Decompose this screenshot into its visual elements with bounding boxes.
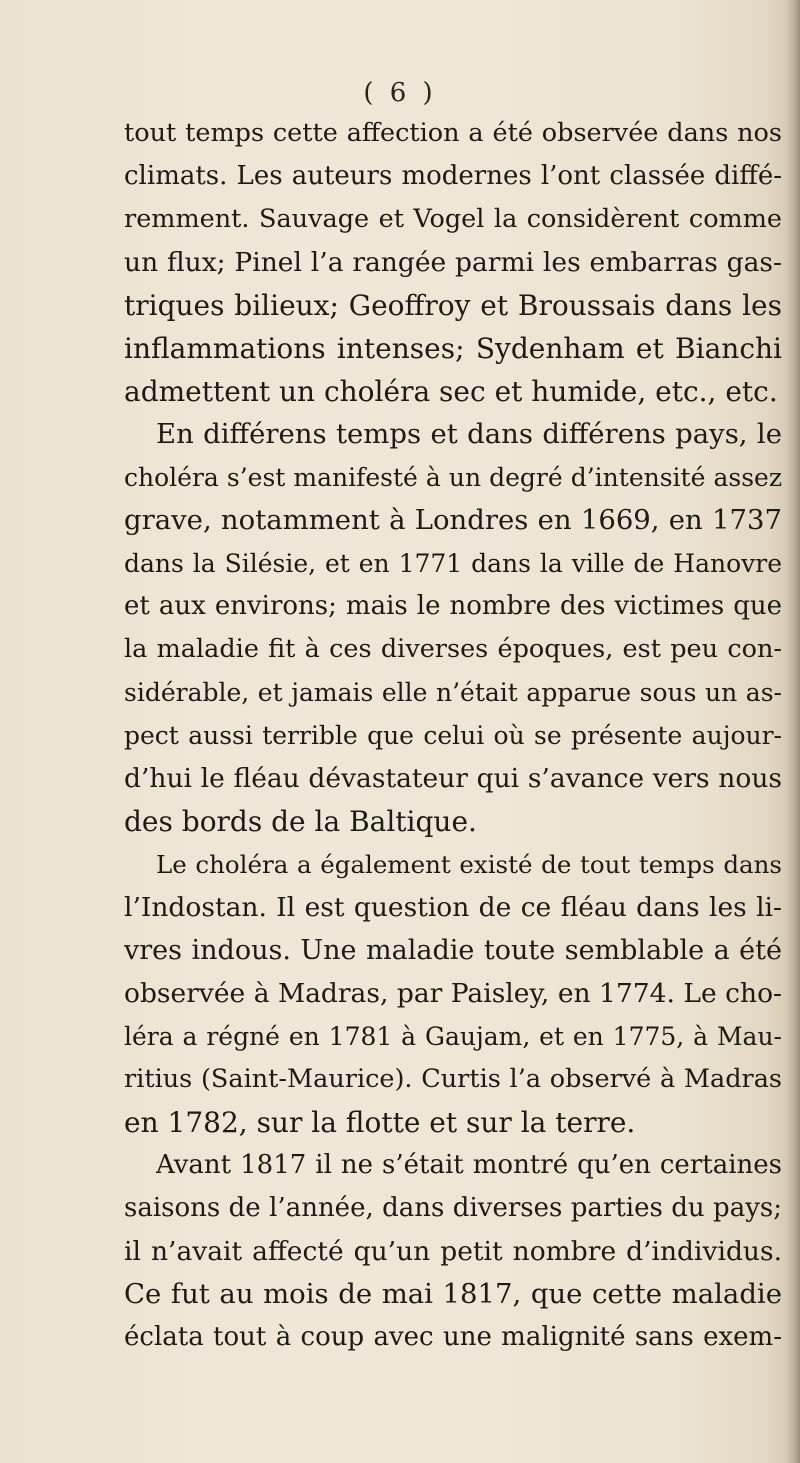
page-edge-shadow bbox=[786, 0, 800, 1463]
text-line: dans la Silésie, et en 1771 dans la ville de Hanovre bbox=[124, 549, 782, 578]
text-line: éclata tout à coup avec une malignité sans exem- bbox=[124, 1322, 782, 1352]
text-line: sidérable, et jamais elle n’était apparue sous un as- bbox=[124, 678, 782, 707]
text-line: Avant 1817 il ne s’était montré qu’en certaines bbox=[156, 1150, 782, 1180]
text-line: tout temps cette affection a été observée dans nos bbox=[124, 118, 782, 148]
text-line: observée à Madras, par Paisley, en 1774. Le cho- bbox=[124, 978, 782, 1009]
text-line: en 1782, sur la flotte et sur la terre. bbox=[124, 1106, 636, 1139]
text-line: et aux environs; mais le nombre des victimes que bbox=[124, 591, 782, 621]
text-line: remment. Sauvage et Vogel la considèrent comme bbox=[124, 204, 782, 234]
text-line: l’Indostan. Il est question de ce fléau dans les li- bbox=[124, 892, 782, 923]
text-line: pect aussi terrible que celui où se présente aujour- bbox=[124, 721, 782, 750]
text-line: Ce fut au mois de mai 1817, que cette maladie bbox=[124, 1278, 782, 1310]
text-line: grave, notamment à Londres en 1669, en 1737 bbox=[124, 504, 782, 536]
text-line: Le choléra a également existé de tout temps dans bbox=[156, 850, 782, 879]
text-line: des bords de la Baltique. bbox=[124, 805, 477, 838]
text-line: ritius (Saint-Maurice). Curtis l’a observé à Madras bbox=[124, 1064, 782, 1094]
text-line: un flux; Pinel l’a rangée parmi les embarras gas- bbox=[124, 247, 782, 278]
text-line: d’hui le fléau dévastateur qui s’avance vers nous bbox=[124, 763, 782, 794]
text-line: léra a régné en 1781 à Gaujam, et en 1775, à Mau- bbox=[124, 1022, 782, 1051]
text-line: choléra s’est manifesté à un degré d’intensité assez bbox=[124, 463, 782, 492]
text-line: saisons de l’année, dans diverses parties du pays; bbox=[124, 1193, 782, 1223]
text-line: vres indous. Une maladie toute semblable a été bbox=[124, 935, 782, 966]
text-line: triques bilieux; Geoffroy et Broussais dans les bbox=[124, 289, 782, 322]
text-line: il n’avait affecté qu’un petit nombre d’individus. bbox=[124, 1236, 782, 1267]
page-number: ( 6 ) bbox=[363, 78, 437, 108]
text-line: En différens temps et dans différens pays, le bbox=[156, 418, 782, 450]
body-text bbox=[124, 112, 782, 1359]
text-line: la maladie fit à ces diverses époques, est peu con- bbox=[124, 634, 782, 664]
text-line: admettent un choléra sec et humide, etc., etc. bbox=[124, 375, 778, 408]
text-line: inflammations intenses; Sydenham et Bianchi bbox=[124, 332, 782, 365]
text-line: climats. Les auteurs modernes l’ont classée diffé- bbox=[124, 161, 782, 191]
